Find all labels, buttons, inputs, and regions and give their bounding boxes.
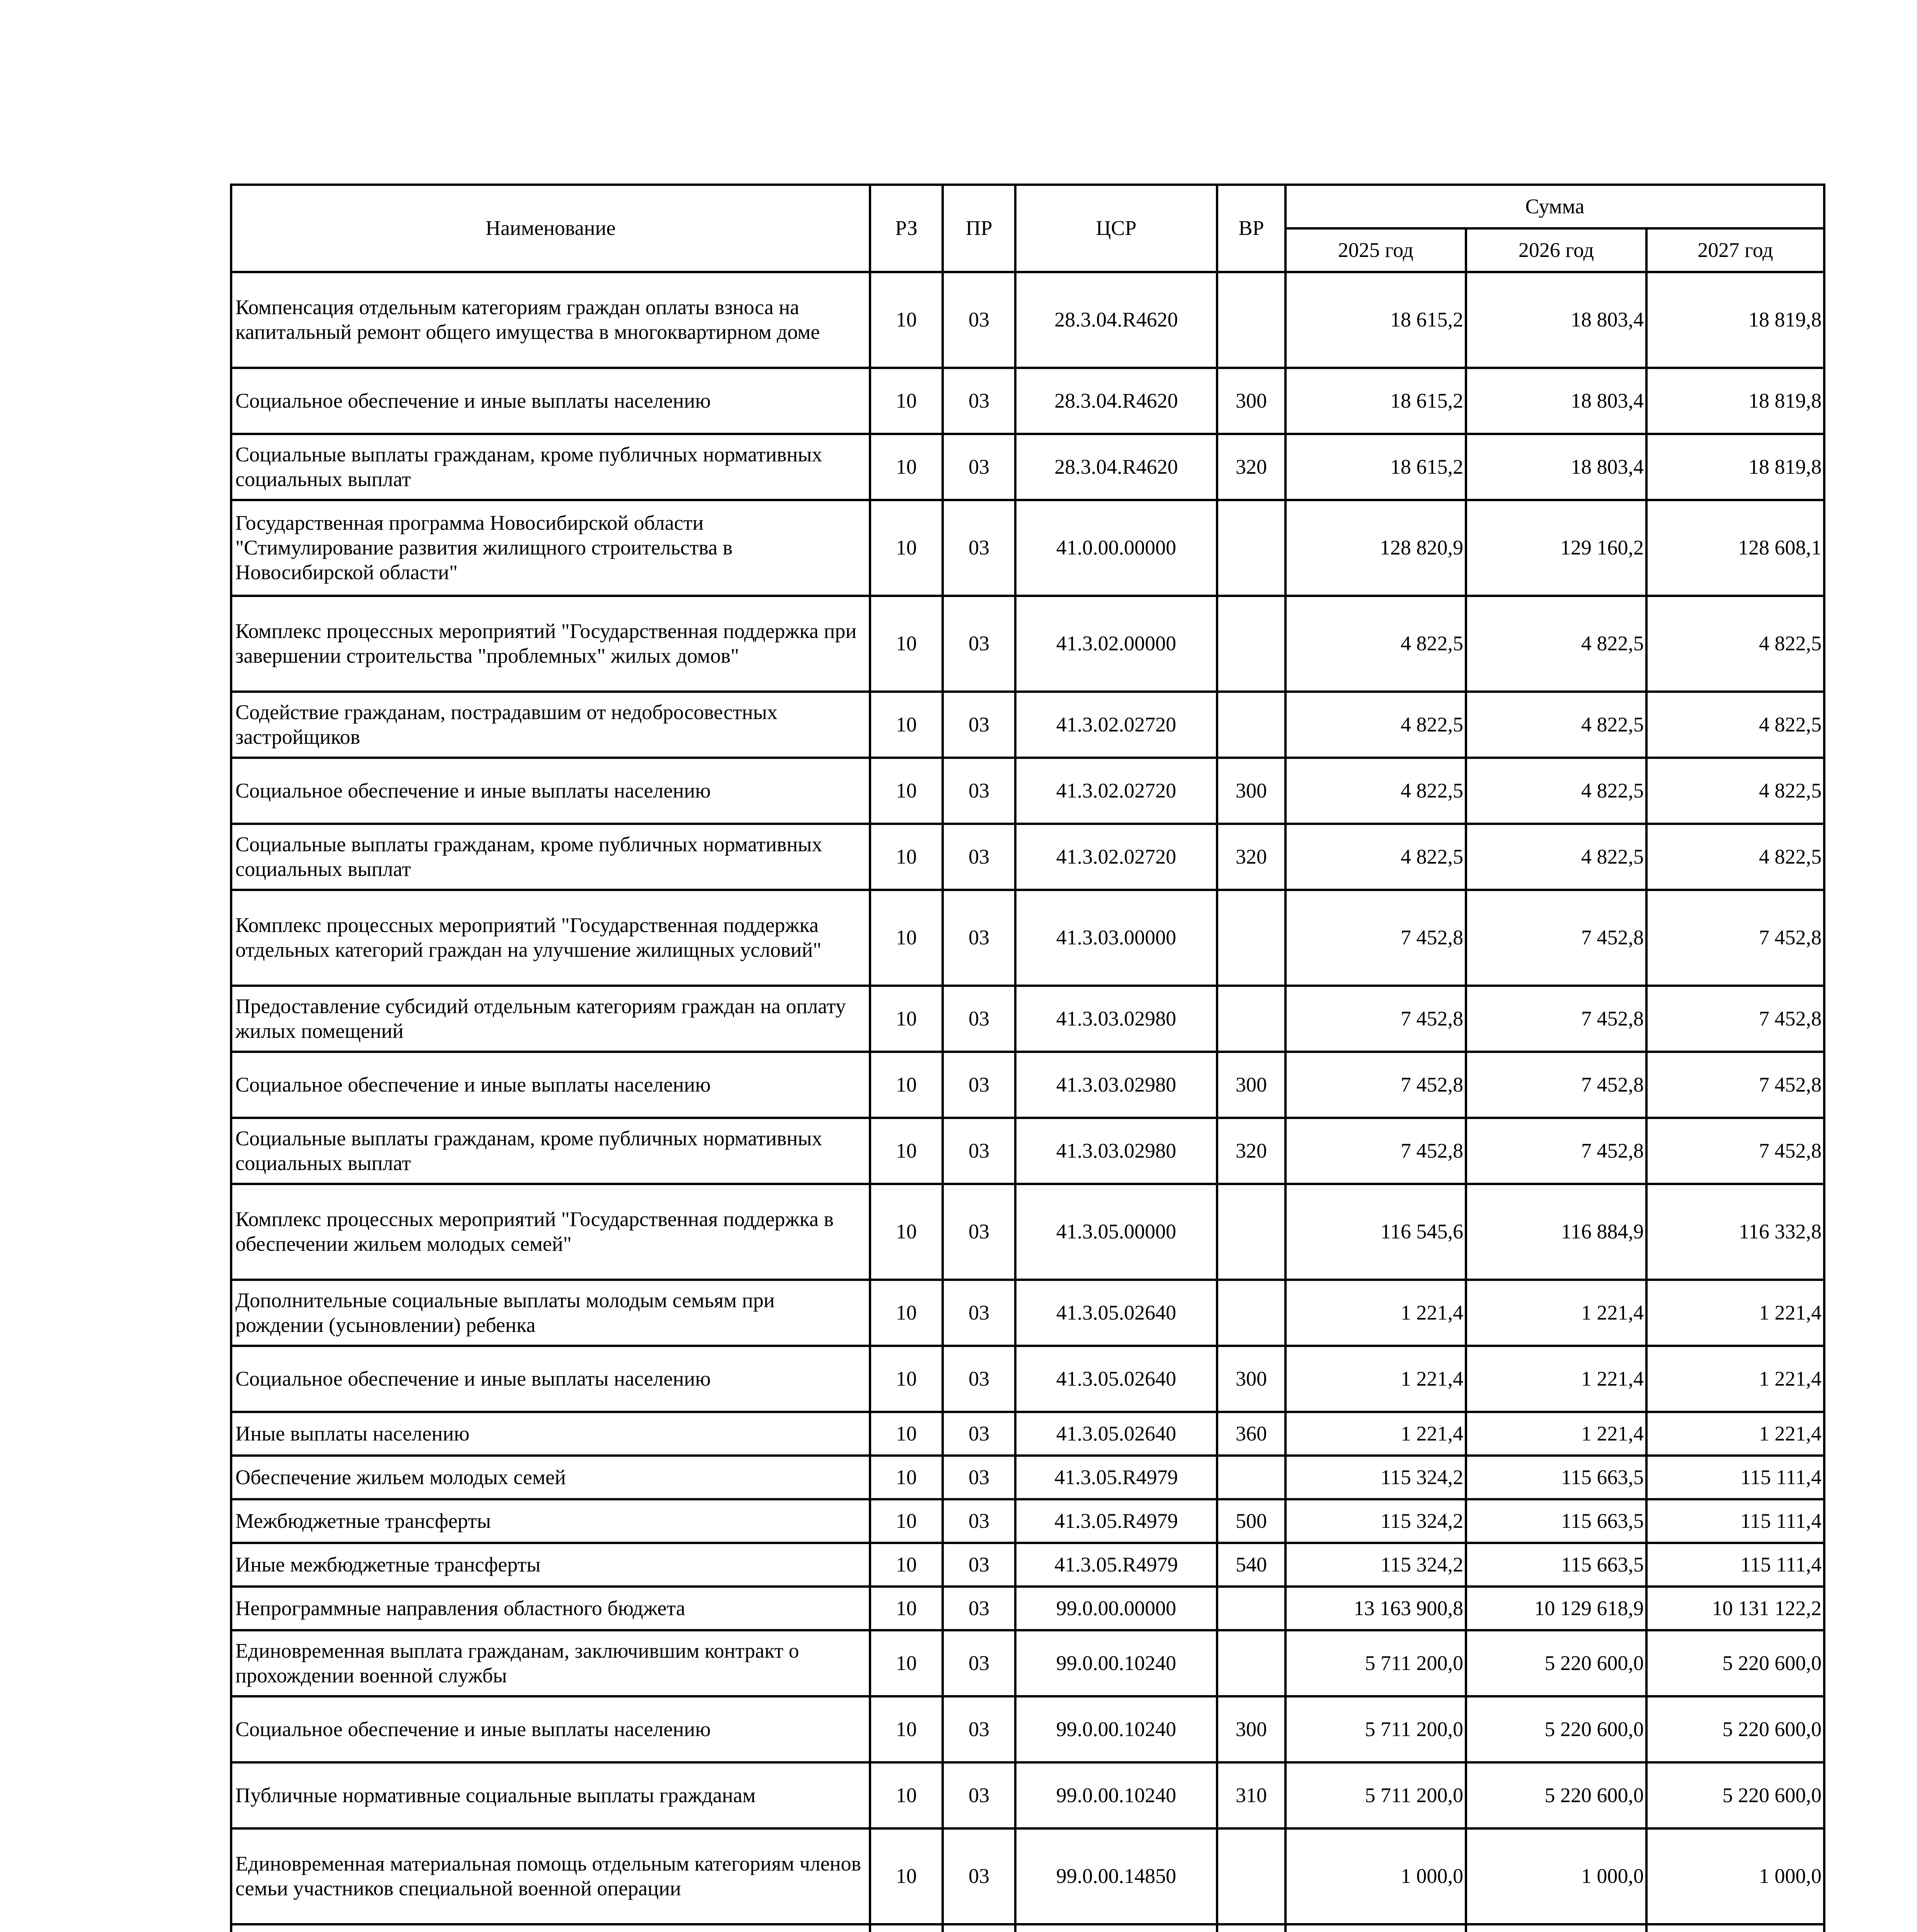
cell-2025: 4 822,5 — [1285, 596, 1466, 692]
cell-2026: 7 452,8 — [1466, 986, 1646, 1052]
cell-csr: 41.3.02.02720 — [1015, 692, 1217, 758]
cell-2025: 7 452,8 — [1285, 1052, 1466, 1118]
cell-rz: 10 — [870, 1630, 943, 1696]
cell-rz: 10 — [870, 1412, 943, 1456]
cell-pr: 03 — [943, 1456, 1015, 1499]
cell-2027: 4 822,5 — [1646, 758, 1824, 824]
cell-rz: 10 — [870, 1280, 943, 1346]
cell-2026: 116 884,9 — [1466, 1184, 1646, 1280]
cell-name: Комплекс процессных мероприятий "Государственная поддержка отдельных категорий граждан на улучшение жилищных условий" — [231, 890, 870, 986]
cell-csr: 41.3.05.02640 — [1015, 1412, 1217, 1456]
header-sum: Сумма — [1285, 185, 1824, 228]
cell-2026: 1 221,4 — [1466, 1346, 1646, 1412]
cell-csr: 28.3.04.R4620 — [1015, 434, 1217, 500]
cell-name: Государственная программа Новосибирской области "Стимулирование развития жилищного строительства в Новосибирской области" — [231, 500, 870, 596]
cell-2026: 4 822,5 — [1466, 596, 1646, 692]
cell-rz: 10 — [870, 1762, 943, 1828]
cell-name: Содействие гражданам, пострадавшим от недобросовестных застройщиков — [231, 692, 870, 758]
cell-name: Межбюджетные трансферты — [231, 1499, 870, 1543]
header-year-2025: 2025 год — [1285, 228, 1466, 272]
cell-2027: 18 819,8 — [1646, 272, 1824, 368]
cell-csr: 41.3.05.R4979 — [1015, 1456, 1217, 1499]
cell-csr: 99.0.00.10240 — [1015, 1630, 1217, 1696]
cell-name: Социальные выплаты гражданам, кроме публичных нормативных социальных выплат — [231, 824, 870, 890]
table-row — [231, 824, 1824, 890]
cell-rz: 10 — [870, 692, 943, 758]
cell-pr: 03 — [943, 1499, 1015, 1543]
cell-2025: 1 221,4 — [1285, 1346, 1466, 1412]
cell-2026: 129 160,2 — [1466, 500, 1646, 596]
cell-2026: 18 803,4 — [1466, 368, 1646, 434]
table-row — [231, 1630, 1824, 1696]
table-row — [231, 1696, 1824, 1762]
cell-2026: 4 822,5 — [1466, 758, 1646, 824]
table-row — [231, 890, 1824, 986]
header-name: Наименование — [231, 185, 870, 272]
cell-2026: 1 221,4 — [1466, 1412, 1646, 1456]
table-row — [231, 500, 1824, 596]
cell-rz: 10 — [870, 1587, 943, 1630]
cell-csr: 41.3.03.02980 — [1015, 986, 1217, 1052]
cell-name: Социальное обеспечение и иные выплаты населению — [231, 368, 870, 434]
header-pr: ПР — [943, 185, 1015, 272]
cell-2025: 18 615,2 — [1285, 272, 1466, 368]
cell-rz: 10 — [870, 500, 943, 596]
cell-vr — [1217, 692, 1285, 758]
cell-2026 — [1466, 1924, 1646, 1932]
cell-rz: 10 — [870, 434, 943, 500]
cell-rz: 10 — [870, 1828, 943, 1924]
cell-pr: 03 — [943, 1543, 1015, 1587]
cell-name: Социальное обеспечение и иные выплаты населению — [231, 758, 870, 824]
cell-csr: 41.3.02.00000 — [1015, 596, 1217, 692]
cell-name: Компенсация отдельным категориям граждан оплаты взноса на капитальный ремонт общего имущества в многоквартирном доме — [231, 272, 870, 368]
cell-2027: 1 221,4 — [1646, 1412, 1824, 1456]
cell-csr: 41.3.03.02980 — [1015, 1052, 1217, 1118]
table-row — [231, 1499, 1824, 1543]
header-csr: ЦСР — [1015, 185, 1217, 272]
cell-2027: 7 452,8 — [1646, 1052, 1824, 1118]
cell-2027: 4 822,5 — [1646, 824, 1824, 890]
cell-2025: 7 452,8 — [1285, 890, 1466, 986]
cell-pr: 03 — [943, 1696, 1015, 1762]
cell-csr: 41.3.05.02640 — [1015, 1280, 1217, 1346]
cell-name: Социальное обеспечение и иные выплаты населению — [231, 1052, 870, 1118]
cell-2027: 18 819,8 — [1646, 434, 1824, 500]
cell-name: Единовременная материальная помощь отдельным категориям членов семьи участников специальной военной операции — [231, 1828, 870, 1924]
cell-csr: 99.0.00.10240 — [1015, 1696, 1217, 1762]
table-row — [231, 368, 1824, 434]
cell-pr — [943, 1924, 1015, 1932]
cell-pr: 03 — [943, 692, 1015, 758]
cell-2026: 10 129 618,9 — [1466, 1587, 1646, 1630]
cell-2025: 115 324,2 — [1285, 1499, 1466, 1543]
cell-pr: 03 — [943, 1052, 1015, 1118]
cell-vr: 360 — [1217, 1412, 1285, 1456]
cell-pr: 03 — [943, 824, 1015, 890]
cell-2025: 5 711 200,0 — [1285, 1630, 1466, 1696]
cell-rz: 10 — [870, 1499, 943, 1543]
cell-rz: 10 — [870, 758, 943, 824]
header-year-2026: 2026 год — [1466, 228, 1646, 272]
cell-vr — [1217, 1828, 1285, 1924]
cell-2027: 18 819,8 — [1646, 368, 1824, 434]
cell-csr: 41.3.05.R4979 — [1015, 1543, 1217, 1587]
cell-2026: 115 663,5 — [1466, 1499, 1646, 1543]
cell-rz: 10 — [870, 1456, 943, 1499]
cell-pr: 03 — [943, 1630, 1015, 1696]
cell-pr: 03 — [943, 1587, 1015, 1630]
cell-2025: 116 545,6 — [1285, 1184, 1466, 1280]
table-row — [231, 1184, 1824, 1280]
cell-csr: 41.3.02.02720 — [1015, 758, 1217, 824]
cell-pr: 03 — [943, 500, 1015, 596]
cell-csr: 28.3.04.R4620 — [1015, 272, 1217, 368]
cell-2026: 7 452,8 — [1466, 890, 1646, 986]
cell-vr: 540 — [1217, 1543, 1285, 1587]
table-row — [231, 1762, 1824, 1828]
cell-2027: 115 111,4 — [1646, 1543, 1824, 1587]
cell-2027: 116 332,8 — [1646, 1184, 1824, 1280]
table-row — [231, 272, 1824, 368]
cell-2027: 115 111,4 — [1646, 1456, 1824, 1499]
cell-vr: 310 — [1217, 1762, 1285, 1828]
cell-2027: 7 452,8 — [1646, 890, 1824, 986]
cell-rz: 10 — [870, 1184, 943, 1280]
cell-2025: 1 221,4 — [1285, 1412, 1466, 1456]
cell-csr: 99.0.00.14850 — [1015, 1828, 1217, 1924]
table-row — [231, 1587, 1824, 1630]
cell-vr: 320 — [1217, 434, 1285, 500]
cell-2026: 115 663,5 — [1466, 1456, 1646, 1499]
cell-name: Непрограммные направления областного бюджета — [231, 1587, 870, 1630]
cell-name: Социальное обеспечение и иные выплаты населению — [231, 1696, 870, 1762]
cell-vr — [1217, 890, 1285, 986]
cell-vr — [1217, 272, 1285, 368]
cell-2026: 4 822,5 — [1466, 824, 1646, 890]
table-row — [231, 1052, 1824, 1118]
cell-vr: 300 — [1217, 368, 1285, 434]
cell-2026: 5 220 600,0 — [1466, 1696, 1646, 1762]
cell-vr — [1217, 986, 1285, 1052]
table-row — [231, 1118, 1824, 1184]
cell-vr — [1217, 500, 1285, 596]
cell-rz: 10 — [870, 272, 943, 368]
cell-rz — [870, 1924, 943, 1932]
cell-2027: 4 822,5 — [1646, 596, 1824, 692]
cell-rz: 10 — [870, 368, 943, 434]
cell-2025: 4 822,5 — [1285, 758, 1466, 824]
cell-2025 — [1285, 1924, 1466, 1932]
cell-2025: 115 324,2 — [1285, 1456, 1466, 1499]
cell-2027: 1 221,4 — [1646, 1280, 1824, 1346]
cell-2027: 5 220 600,0 — [1646, 1762, 1824, 1828]
cell-csr: 41.3.03.02980 — [1015, 1118, 1217, 1184]
cell-vr: 300 — [1217, 758, 1285, 824]
table-header — [231, 185, 1824, 272]
header-vr: ВР — [1217, 185, 1285, 272]
cell-vr — [1217, 1280, 1285, 1346]
cell-2026: 7 452,8 — [1466, 1118, 1646, 1184]
cell-vr: 320 — [1217, 824, 1285, 890]
cell-csr: 41.3.05.00000 — [1015, 1184, 1217, 1280]
cell-rz: 10 — [870, 890, 943, 986]
cell-rz: 10 — [870, 1346, 943, 1412]
cell-2027: 5 220 600,0 — [1646, 1630, 1824, 1696]
table-row — [231, 986, 1824, 1052]
cell-rz: 10 — [870, 986, 943, 1052]
cell-name: Иные выплаты населению — [231, 1412, 870, 1456]
cell-vr: 500 — [1217, 1499, 1285, 1543]
table-row — [231, 596, 1824, 692]
cell-rz: 10 — [870, 1696, 943, 1762]
cell-name: Комплекс процессных мероприятий "Государственная поддержка при завершении строительства "проблемных" жилых домов" — [231, 596, 870, 692]
cell-2027: 7 452,8 — [1646, 986, 1824, 1052]
cell-name: Комплекс процессных мероприятий "Государственная поддержка в обеспечении жильем молодых семей" — [231, 1184, 870, 1280]
table-row — [231, 1280, 1824, 1346]
cell-2027: 7 452,8 — [1646, 1118, 1824, 1184]
cell-2025: 115 324,2 — [1285, 1543, 1466, 1587]
cell-csr: 41.3.03.00000 — [1015, 890, 1217, 986]
cell-2025: 13 163 900,8 — [1285, 1587, 1466, 1630]
cell-2025: 18 615,2 — [1285, 368, 1466, 434]
cell-2026: 1 000,0 — [1466, 1828, 1646, 1924]
cell-vr: 300 — [1217, 1696, 1285, 1762]
table-row — [231, 692, 1824, 758]
cell-2027: 128 608,1 — [1646, 500, 1824, 596]
cell-name: Социальное обеспечение и иные выплаты населению — [231, 1346, 870, 1412]
cell-rz: 10 — [870, 1118, 943, 1184]
cell-2026: 115 663,5 — [1466, 1543, 1646, 1587]
cell-pr: 03 — [943, 1280, 1015, 1346]
table-body — [231, 272, 1824, 1932]
cell-rz: 10 — [870, 596, 943, 692]
cell-pr: 03 — [943, 1412, 1015, 1456]
cell-2027 — [1646, 1924, 1824, 1932]
cell-vr — [1217, 1630, 1285, 1696]
cell-2025: 18 615,2 — [1285, 434, 1466, 500]
cell-pr: 03 — [943, 596, 1015, 692]
cell-2025: 7 452,8 — [1285, 986, 1466, 1052]
cell-2025: 4 822,5 — [1285, 692, 1466, 758]
cell-pr: 03 — [943, 1184, 1015, 1280]
header-year-2027: 2027 год — [1646, 228, 1824, 272]
cell-pr: 03 — [943, 1828, 1015, 1924]
cell-name: Публичные нормативные социальные выплаты гражданам — [231, 1762, 870, 1828]
cell-name: Дополнительные социальные выплаты молодым семьям при рождении (усыновлении) ребенка — [231, 1280, 870, 1346]
cell-name: Социальные выплаты гражданам, кроме публичных нормативных социальных выплат — [231, 1118, 870, 1184]
cell-csr — [1015, 1924, 1217, 1932]
table-row — [231, 1828, 1824, 1924]
cell-pr: 03 — [943, 758, 1015, 824]
cell-vr — [1217, 596, 1285, 692]
cell-csr: 28.3.04.R4620 — [1015, 368, 1217, 434]
cell-vr: 300 — [1217, 1346, 1285, 1412]
cell-csr: 41.0.00.00000 — [1015, 500, 1217, 596]
cell-csr: 99.0.00.00000 — [1015, 1587, 1217, 1630]
cell-2027: 1 221,4 — [1646, 1346, 1824, 1412]
header-rz: РЗ — [870, 185, 943, 272]
cell-2027: 1 000,0 — [1646, 1828, 1824, 1924]
cell-name: Иные межбюджетные трансферты — [231, 1543, 870, 1587]
cell-2026: 18 803,4 — [1466, 434, 1646, 500]
cell-2025: 5 711 200,0 — [1285, 1696, 1466, 1762]
cell-vr — [1217, 1456, 1285, 1499]
cell-csr: 41.3.02.02720 — [1015, 824, 1217, 890]
cell-pr: 03 — [943, 986, 1015, 1052]
cell-vr — [1217, 1184, 1285, 1280]
cell-2025: 128 820,9 — [1285, 500, 1466, 596]
cell-2027: 10 131 122,2 — [1646, 1587, 1824, 1630]
table-row — [231, 758, 1824, 824]
cell-rz: 10 — [870, 1052, 943, 1118]
cell-pr: 03 — [943, 1118, 1015, 1184]
table-row — [231, 1924, 1824, 1932]
table-row — [231, 1456, 1824, 1499]
cell-name: Социальные выплаты гражданам, кроме публичных нормативных социальных выплат — [231, 434, 870, 500]
cell-2027: 115 111,4 — [1646, 1499, 1824, 1543]
cell-2027: 5 220 600,0 — [1646, 1696, 1824, 1762]
cell-csr: 41.3.05.02640 — [1015, 1346, 1217, 1412]
cell-pr: 03 — [943, 368, 1015, 434]
cell-2025: 1 000,0 — [1285, 1828, 1466, 1924]
cell-2026: 4 822,5 — [1466, 692, 1646, 758]
cell-2026: 5 220 600,0 — [1466, 1630, 1646, 1696]
cell-2026: 5 220 600,0 — [1466, 1762, 1646, 1828]
cell-2026: 1 221,4 — [1466, 1280, 1646, 1346]
cell-2025: 1 221,4 — [1285, 1280, 1466, 1346]
cell-2026: 18 803,4 — [1466, 272, 1646, 368]
cell-2025: 4 822,5 — [1285, 824, 1466, 890]
table-row — [231, 1346, 1824, 1412]
table-row — [231, 434, 1824, 500]
cell-pr: 03 — [943, 272, 1015, 368]
cell-name — [231, 1924, 870, 1932]
cell-name: Единовременная выплата гражданам, заключившим контракт о прохождении военной службы — [231, 1630, 870, 1696]
cell-csr: 41.3.05.R4979 — [1015, 1499, 1217, 1543]
cell-2026: 7 452,8 — [1466, 1052, 1646, 1118]
cell-vr — [1217, 1587, 1285, 1630]
cell-vr — [1217, 1924, 1285, 1932]
table-row — [231, 1412, 1824, 1456]
cell-2027: 4 822,5 — [1646, 692, 1824, 758]
table-row — [231, 1543, 1824, 1587]
cell-csr: 99.0.00.10240 — [1015, 1762, 1217, 1828]
cell-2025: 5 711 200,0 — [1285, 1762, 1466, 1828]
cell-pr: 03 — [943, 1762, 1015, 1828]
cell-pr: 03 — [943, 890, 1015, 986]
cell-vr: 300 — [1217, 1052, 1285, 1118]
cell-rz: 10 — [870, 1543, 943, 1587]
cell-name: Обеспечение жильем молодых семей — [231, 1456, 870, 1499]
cell-pr: 03 — [943, 1346, 1015, 1412]
budget-table — [230, 184, 1825, 1932]
cell-name: Предоставление субсидий отдельным категориям граждан на оплату жилых помещений — [231, 986, 870, 1052]
cell-pr: 03 — [943, 434, 1015, 500]
cell-vr: 320 — [1217, 1118, 1285, 1184]
cell-2025: 7 452,8 — [1285, 1118, 1466, 1184]
cell-rz: 10 — [870, 824, 943, 890]
